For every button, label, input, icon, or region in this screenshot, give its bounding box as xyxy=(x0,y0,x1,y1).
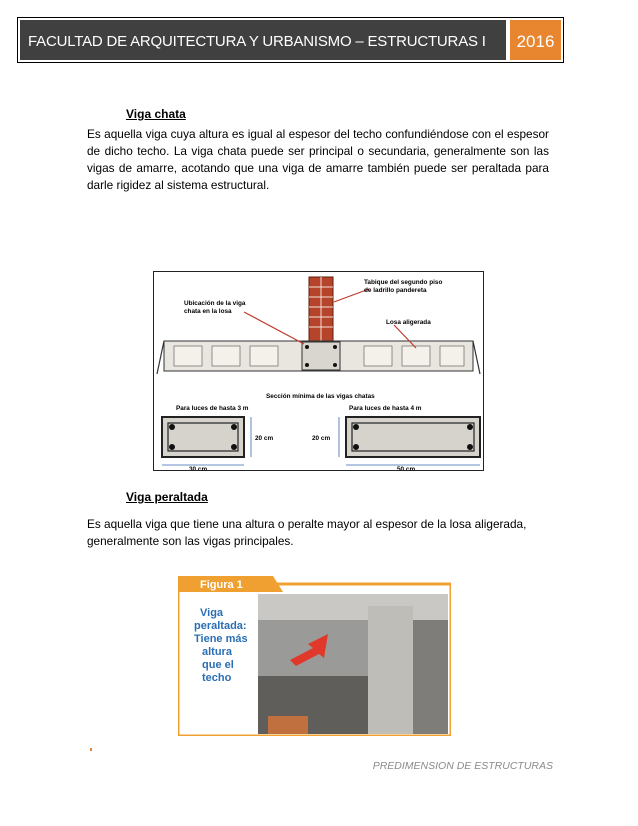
page-footer: PREDIMENSION DE ESTRUCTURAS xyxy=(372,760,553,772)
figure-viga-peraltada-photo xyxy=(178,576,451,736)
label-ubicacion: Ubicación de la viga xyxy=(184,300,246,307)
dim-width-1: 30 cm xyxy=(189,466,208,470)
page-header xyxy=(17,17,564,63)
orange-dot-mark xyxy=(90,748,92,751)
dim-height-2: 20 cm xyxy=(312,435,331,442)
caption-line-2: peraltada: xyxy=(194,620,247,632)
caption-line-5: que el xyxy=(202,659,234,671)
viga-peraltada-illustration xyxy=(178,576,451,736)
dim-height-1: 20 cm xyxy=(255,435,274,442)
label-ubicacion-2: chata en la losa xyxy=(184,308,232,315)
caption-line-3: Tiene más xyxy=(194,633,248,645)
figure-viga-chata-diagram xyxy=(153,271,484,471)
section-heading-viga-peraltada: Viga peraltada xyxy=(126,490,208,504)
label-luces-3m: Para luces de hasta 3 m xyxy=(176,405,249,412)
label-seccion: Sección mínima de las vigas chatas xyxy=(266,393,375,400)
section-heading-viga-chata: Viga chata xyxy=(126,107,186,121)
figure-tab-label: Figura 1 xyxy=(200,579,243,591)
label-tabique-2: de ladrillo pandereta xyxy=(364,287,427,294)
dim-width-2: 50 cm xyxy=(397,466,416,470)
caption-line-4: altura xyxy=(202,646,232,658)
caption-line-1: Viga xyxy=(200,607,224,619)
caption-line-6: techo xyxy=(202,672,232,684)
viga-chata-diagram xyxy=(154,272,483,470)
label-luces-4m: Para luces de hasta 4 m xyxy=(349,405,422,412)
label-losa: Losa aligerada xyxy=(386,319,431,326)
label-tabique: Tabique del segundo piso xyxy=(364,279,443,286)
paragraph-viga-peraltada: Es aquella viga que tiene una altura o peralte mayor al espesor de la losa aligerada, generalmente son las vigas principales. xyxy=(87,517,527,548)
paragraph-viga-chata: Es aquella viga cuya altura es igual al espesor del techo confundiéndose con el espesor de dicho techo. La viga chata puede ser principal o secundaria, generalmente son las vigas de amarre, acotando que una viga de amarre también puede ser peraltada para darle rigidez al sistema estructural. xyxy=(87,127,549,192)
header-title: FACULTAD DE ARQUITECTURA Y URBANISMO – ESTRUCTURAS I xyxy=(18,18,508,62)
header-year: 2016 xyxy=(508,18,563,62)
